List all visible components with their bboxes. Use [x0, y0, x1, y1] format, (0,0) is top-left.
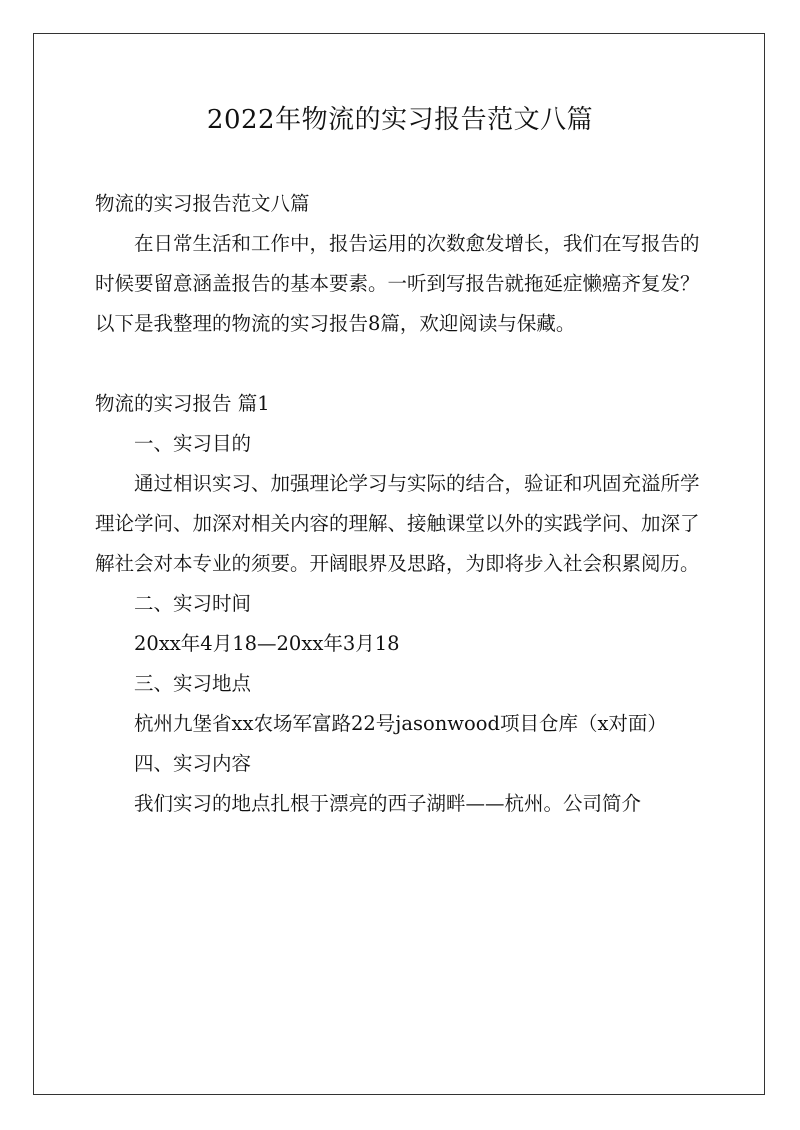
intro-paragraph: 在日常生活和工作中，报告运用的次数愈发增长，我们在写报告的时候要留意涵盖报告的基本要素。一听到写报告就拖延症懒癌齐复发？以下是我整理的物流的实习报告8篇，欢迎阅读与保藏。	[95, 232, 700, 335]
item-body: 通过相识实习、加强理论学习与实际的结合，验证和巩固充溢所学理论学问、加深对相关内容的理解、接触课堂以外的实践学问、加深了解社会对本专业的须要。开阔眼界及思路，为即将步入社会积累阅历。	[95, 472, 700, 575]
item-heading: 三、实习地点	[134, 672, 252, 695]
item-heading: 一、实习目的	[134, 432, 252, 455]
document-title: 2022年物流的实习报告范文八篇	[206, 105, 594, 135]
item-body: 杭州九堡省xx农场军富路22号jasonwood项目仓库（x对面）	[134, 712, 667, 735]
item-body: 20xx年4月18—20xx年3月18	[134, 632, 400, 655]
document-body	[95, 184, 707, 824]
document-subtitle: 物流的实习报告范文八篇	[95, 192, 310, 215]
spacer	[95, 344, 707, 384]
section-title: 物流的实习报告 篇1	[95, 392, 270, 415]
item-body: 我们实习的地点扎根于漂亮的西子湖畔——杭州。公司简介	[134, 792, 642, 815]
item-heading: 二、实习时间	[134, 592, 252, 615]
item-heading: 四、实习内容	[134, 752, 252, 775]
